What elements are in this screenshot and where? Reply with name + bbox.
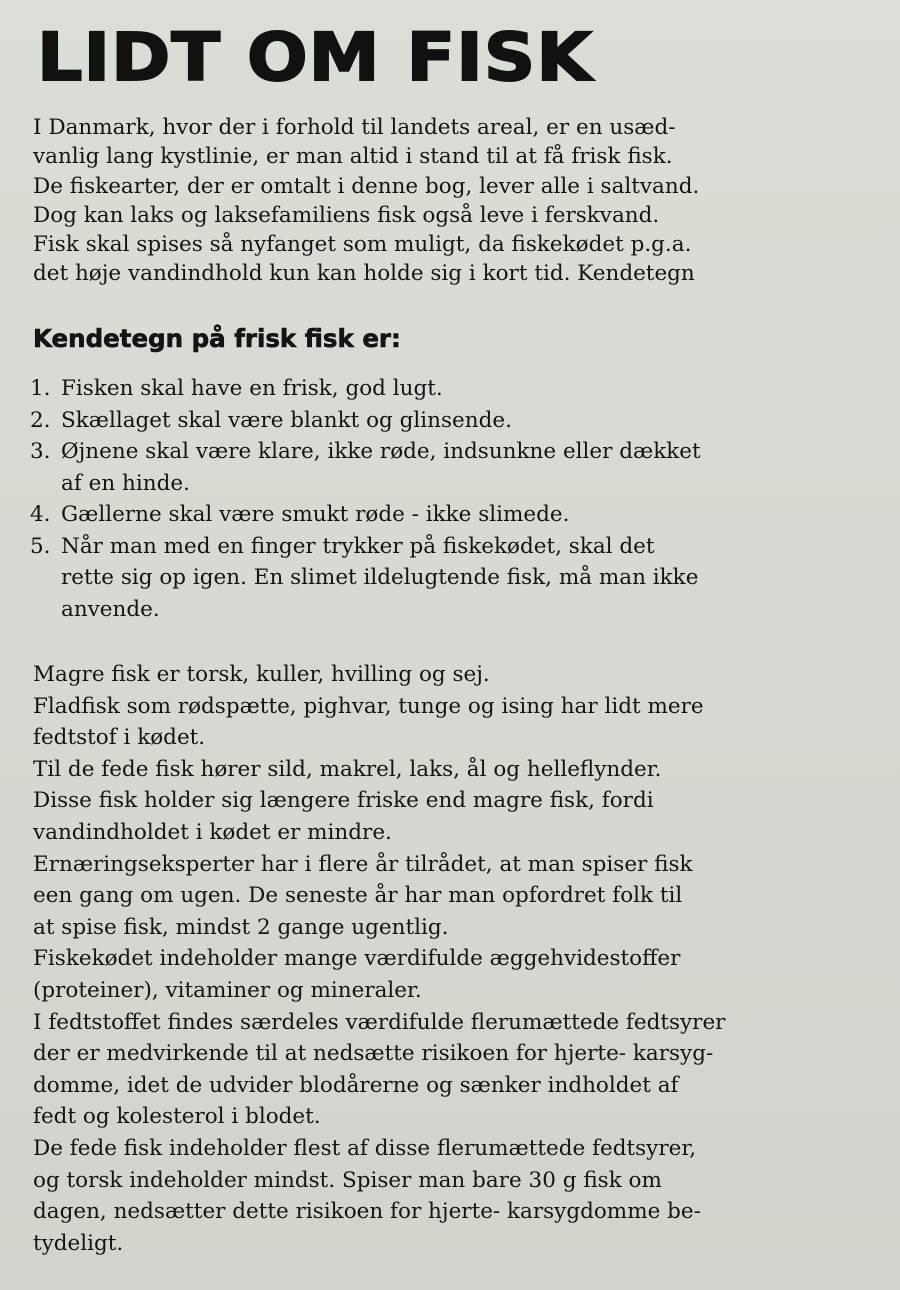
list-item-text: Øjnene skal være klare, ikke røde, indsunkne eller dækket — [61, 439, 701, 464]
list-item — [30, 436, 865, 499]
list-number: 4. — [30, 502, 51, 527]
paragraph — [33, 691, 873, 754]
text-line: fedtstof i kødet. — [33, 725, 206, 751]
paragraph — [33, 943, 873, 1006]
list-item-text: Gællerne skal være smukt røde - ikke slimede. — [61, 502, 570, 527]
intro-line: I Danmark, hvor der i forhold til landets areal, er en usæd- — [33, 115, 676, 140]
text-line: fedt og kolesterol i blodet. — [33, 1104, 321, 1130]
list-item — [30, 405, 865, 437]
list-item-text: rette sig op igen. En slimet ildelugtende fisk, må man ikke — [61, 565, 699, 590]
paragraph — [33, 1007, 873, 1133]
list-item-text: Skællaget skal være blankt og glinsende. — [61, 407, 512, 433]
freshness-checklist — [30, 373, 865, 625]
intro-line: vanlig lang kystlinie, er man altid i stand til at få frisk fisk. — [33, 144, 673, 170]
paragraph — [33, 754, 873, 786]
list-item-text: anvende. — [61, 596, 160, 622]
text-line: tydeligt. — [33, 1230, 124, 1256]
text-line: Magre fisk er torsk, kuller, hvilling og sej. — [33, 662, 490, 687]
intro-line: det høje vandindhold kun kan holde sig i kort tid. Kendetegn — [33, 261, 695, 287]
page-title: LIDT OM FISK — [37, 19, 593, 96]
list-item-text: af en hinde. — [61, 470, 190, 496]
paragraph — [33, 849, 873, 944]
intro-paragraph — [33, 113, 853, 289]
intro-line: Dog kan laks og laksefamiliens fisk også leve i ferskvand. — [33, 202, 660, 228]
list-item — [30, 373, 865, 405]
text-line: De fede fisk indeholder flest af disse flerumættede fedtsyrer, — [33, 1135, 697, 1161]
paragraph — [33, 785, 873, 848]
text-line: dagen, nedsætter dette risikoen for hjerte- karsygdomme be- — [33, 1199, 701, 1225]
list-item-text: Fisken skal have en frisk, god lugt. — [61, 376, 443, 401]
text-line: een gang om ugen. De seneste år har man opfordret folk til — [33, 883, 683, 909]
text-line: Fiskekødet indeholder mange værdifulde æggehvidestoffer — [33, 946, 681, 972]
intro-line: Fisk skal spises så nyfanget som muligt, da fiskekødet p.g.a. — [33, 232, 692, 258]
list-number: 2. — [30, 407, 51, 433]
list-number: 3. — [30, 439, 51, 464]
list-number: 5. — [30, 533, 51, 559]
text-line: Disse fisk holder sig længere friske end magre fisk, fordi — [33, 788, 654, 814]
text-line: at spise fisk, mindst 2 gange ugentlig. — [33, 914, 449, 940]
text-line: Til de fede fisk hører sild, makrel, laks, ål og helleflynder. — [33, 756, 662, 782]
list-item — [30, 531, 865, 626]
list-item-text: Når man med en finger trykker på fiskekødet, skal det — [61, 533, 655, 559]
text-line: domme, idet de udvider blodårerne og sænker indholdet af — [33, 1072, 679, 1098]
text-line: og torsk indeholder mindst. Spiser man bare 30 g fisk om — [33, 1167, 662, 1193]
text-line: der er medvirkende til at nedsætte risikoen for hjerte- karsyg- — [33, 1041, 714, 1067]
paragraph — [33, 1133, 873, 1259]
text-line: I fedtstoffet findes særdeles værdifulde flerumættede fedtsyrer — [33, 1009, 726, 1035]
list-item — [30, 499, 865, 531]
text-line: (proteiner), vitaminer og mineraler. — [33, 977, 422, 1003]
text-line: Fladfisk som rødspætte, pighvar, tunge og ising har lidt mere — [33, 693, 704, 719]
body-text — [33, 659, 873, 1259]
section-heading: Kendetegn på frisk fisk er: — [33, 324, 401, 353]
list-number: 1. — [30, 376, 51, 401]
paragraph — [33, 659, 873, 691]
intro-line: De fiskearter, der er omtalt i denne bog, lever alle i saltvand. — [33, 173, 700, 199]
text-line: vandindholdet i kødet er mindre. — [33, 819, 392, 845]
text-line: Ernæringseksperter har i flere år tilrådet, at man spiser fisk — [33, 851, 693, 877]
